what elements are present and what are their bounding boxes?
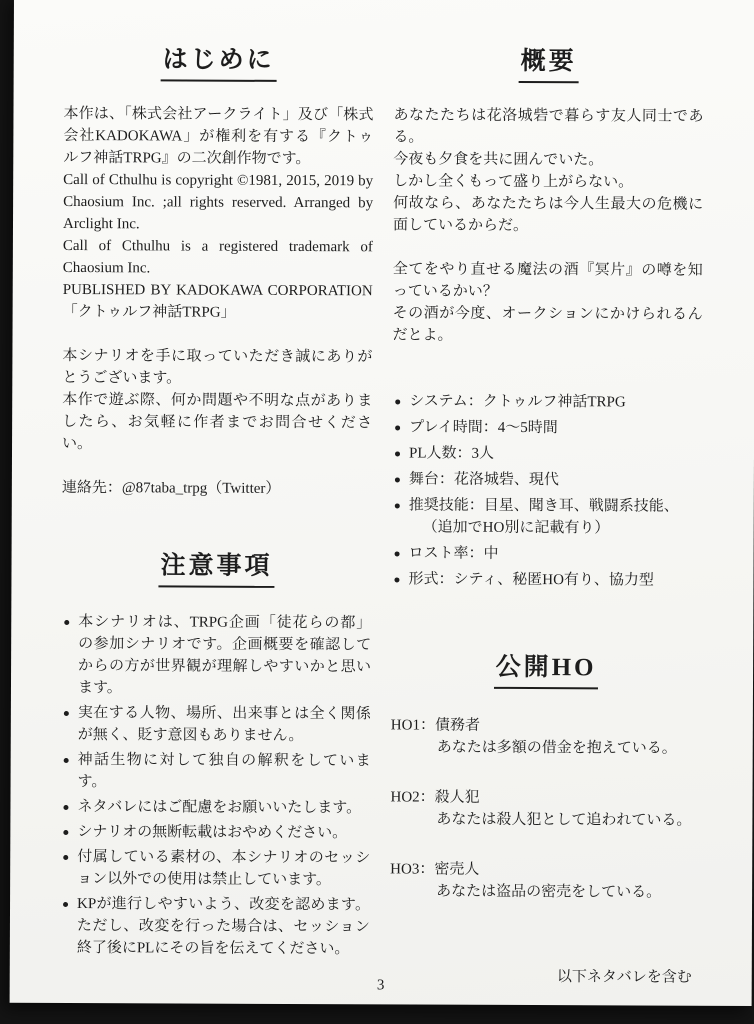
spec-text: 形式：シティ、秘匿HO有り、協力型 [408,571,654,589]
spec-text: プレイ時間：4〜5時間 [409,419,558,437]
overview-paragraph-2 [392,258,702,347]
spec-text: システム：クトゥルフ神話TRPG [409,393,626,411]
page-number: 3 [376,977,385,994]
ho-label: HO3：密売人 [390,861,480,878]
list-item: シナリオの無断転載はおやめください。 [60,821,370,844]
contact-paragraph [62,477,372,500]
contact-line: 連絡先：@87taba_trpg（Twitter） [61,479,281,497]
spec-item-playtime [392,416,702,439]
intro-thanks-paragraph [62,345,372,456]
notes-title [61,545,371,588]
ho-description: あなたは盗品の密売をしている。 [436,883,662,901]
spec-item-lost-rate [392,542,702,565]
notes-list [60,611,372,960]
list-item: 実在する人物、場所、出来事とは全く関係が無く、貶す意図もありません。 [61,702,371,747]
spec-text: 推奨技能：目星、聞き耳、戦闘系技能、 [408,497,679,515]
paragraph-line: PUBLISHED BY KADOKAWA CORPORATION「クトゥルフ神話TRPG」 [62,281,373,321]
spec-text: 舞台：花洛城砦、現代 [408,471,559,489]
spec-item-players [392,442,702,465]
notes-title-text: 注意事項 [158,545,274,588]
paragraph-line: 本作で遊ぶ際、何か問題や不明な点がありましたら、お気軽に作者までお問合せください。 [62,391,373,453]
public-ho-title-text: 公開HO [494,647,599,689]
list-item: KPが進行しやすいよう、改変を認めます。ただし、改変を行った場合は、セッション終了後にPLにその旨を伝えてください。 [60,893,370,960]
document-page [10,0,754,1006]
spec-text: ロスト率：中 [408,545,499,562]
paragraph-line: 本シナリオを手に取っていただき誠にありがとうございます。 [62,347,373,387]
list-item: ネタバレにはご配慮をお願いいたします。 [60,796,370,819]
overview-title-text: 概要 [519,41,579,83]
spec-item-setting [392,468,702,491]
paragraph-line: あなたたちは花洛城砦で暮らす友人同士である。 [393,107,704,146]
paragraph-line: 今夜も夕食を共に囲んでいた。 [393,151,604,169]
list-item: 本シナリオは、TRPG企画「徒花らの都」の参加シナリオです。企画概要を確認してからの方が世界観が理解しやすいかと思います。 [61,611,371,700]
spec-text-continuation: （追加でHO別に記載有り） [422,519,610,537]
paragraph-line: Call of Cthulhu is copyright ©1981, 2015, 2019 by Chaosium Inc. ;all rights reserved. Arranged by Arclight Inc. [62,171,374,233]
spec-item-skills [392,494,702,539]
paragraph-line: しかし全くもって盛り上がらない。 [393,173,634,191]
ho-entry-1 [391,714,701,759]
ho-label: HO2：殺人犯 [390,789,480,806]
ho-description: あなたは殺人犯として追われている。 [436,811,692,829]
left-column [60,0,374,963]
scenario-specs-list [391,390,702,591]
paragraph-line: 何故なら、あなたたちは今人生最大の危機に面しているからだ。 [392,195,704,235]
intro-copyright-paragraph [63,103,374,324]
overview-paragraph-1 [393,104,704,237]
overview-title [394,40,704,83]
paragraph-line: その酒が今度、オークションにかけられるんだとよ。 [392,305,703,344]
public-ho-title [391,646,701,689]
intro-title [64,39,374,82]
ho-entry-2 [390,786,700,831]
spoiler-note: 以下ネタバレを含む [556,969,692,986]
spec-item-system [392,390,702,413]
list-item: 神話生物に対して独自の解釈をしています。 [61,749,371,794]
ho-description: あなたは多額の借金を抱えている。 [436,739,677,757]
paragraph-line: Call of Cthulhu is a registered trademark of Chaosium Inc. [62,237,373,277]
spec-item-format [391,568,701,591]
list-item: 付属している素材の、本シナリオのセッション以外での使用は禁止しています。 [60,846,370,891]
intro-title-text: はじめに [161,39,277,82]
ho-label: HO1：債務者 [390,717,481,734]
paragraph-line: 本作は、「株式会社アークライト」及び「株式会社KADOKAWA」が権利を有する『クトゥルフ神話TRPG』の二次創作物です。 [63,105,374,168]
right-column [390,0,704,987]
paragraph-line: 全てをやり直せる魔法の酒『冥片』の噂を知っているかい？ [392,261,703,300]
ho-entry-3 [390,858,700,903]
spec-text: PL人数：3人 [408,445,495,462]
